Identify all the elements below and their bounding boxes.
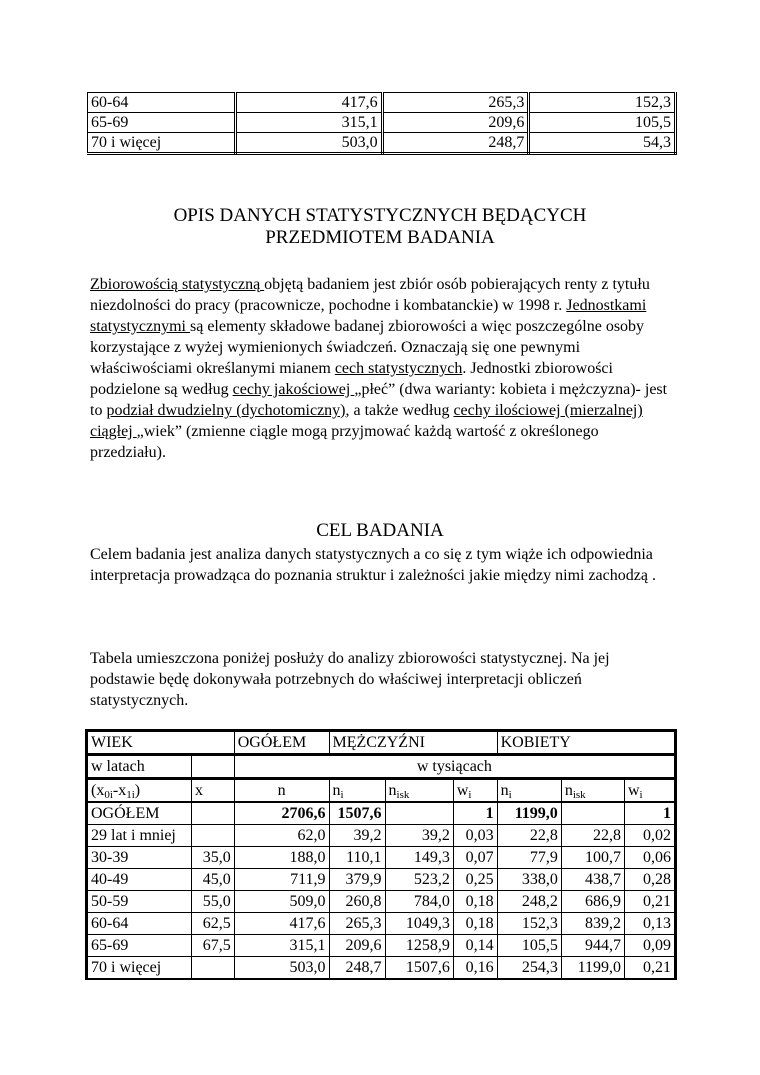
table-row bbox=[87, 825, 676, 847]
cell-age: 50-59 bbox=[87, 891, 192, 913]
header-empty bbox=[191, 755, 234, 779]
interval-mid: -x bbox=[112, 781, 127, 799]
header-women-nisk bbox=[561, 779, 624, 803]
header-women-ni bbox=[497, 779, 561, 803]
cell-k-ni: 105,5 bbox=[497, 935, 561, 957]
cell-age: 65-69 bbox=[87, 935, 192, 957]
top-cell-age: 65-69 bbox=[88, 113, 236, 133]
cell-m-nisk: 784,0 bbox=[385, 891, 453, 913]
top-cell-total: 315,1 bbox=[236, 113, 383, 133]
top-cell-men: 209,6 bbox=[382, 113, 529, 133]
cell-k-nisk: 839,2 bbox=[561, 913, 624, 935]
nisk-sub: isk bbox=[396, 788, 410, 801]
top-table-body bbox=[88, 93, 676, 154]
interval-close: ) bbox=[134, 781, 141, 799]
nisk-sub: isk bbox=[572, 788, 586, 801]
header-in-years: w latach bbox=[87, 755, 192, 779]
table-row bbox=[87, 869, 676, 891]
text-run: „wiek” (zmienne ciągle mogą przyjmować każdą wartość z określonego przedziału). bbox=[90, 423, 599, 461]
header-women-wi bbox=[624, 779, 675, 803]
cell-n: 62,0 bbox=[234, 825, 329, 847]
description-paragraph bbox=[90, 274, 670, 463]
term-quantitative: cechy ilościowej (mierzalnej) ciągłej bbox=[90, 402, 643, 440]
cell-k-wi: 0,13 bbox=[624, 913, 675, 935]
table-row bbox=[87, 957, 676, 980]
cell-m-ni: 379,9 bbox=[329, 869, 385, 891]
cell-k-ni: 1199,0 bbox=[497, 802, 561, 825]
cell-age: OGÓŁEM bbox=[87, 802, 192, 825]
cell-k-ni: 22,8 bbox=[497, 825, 561, 847]
cell-k-nisk: 1199,0 bbox=[561, 957, 624, 980]
header-x: x bbox=[191, 779, 234, 803]
cell-m-wi: 0,16 bbox=[453, 957, 497, 980]
nisk-base: n bbox=[564, 781, 573, 799]
term-features: cech statystycznych bbox=[334, 360, 463, 377]
cell-age: 30-39 bbox=[87, 847, 192, 869]
cell-m-wi: 0,18 bbox=[453, 891, 497, 913]
cell-m-nisk: 149,3 bbox=[385, 847, 453, 869]
wi-sub: i bbox=[468, 788, 472, 801]
cell-n: 2706,6 bbox=[234, 802, 329, 825]
wi-sub: i bbox=[639, 788, 643, 801]
cell-x: 62,5 bbox=[191, 913, 234, 935]
top-cell-age: 70 i więcej bbox=[88, 133, 236, 154]
section-heading-goal: CEL BADANIA bbox=[316, 520, 444, 541]
cell-x: 55,0 bbox=[191, 891, 234, 913]
header-row-1 bbox=[87, 731, 676, 755]
cell-m-nisk bbox=[385, 802, 453, 825]
cell-age: 40-49 bbox=[87, 869, 192, 891]
cell-n: 503,0 bbox=[234, 957, 329, 980]
text-run: są elementy składowe badanej zbiorowości a więc poszczególne osoby korzystające z wyżej wymienionych świadczeń. Oznaczają się one pewnymi właściwościami określanymi mianem bbox=[90, 318, 645, 377]
cell-m-ni: 39,2 bbox=[329, 825, 385, 847]
top-cell-women: 105,5 bbox=[529, 113, 676, 133]
total-row bbox=[87, 802, 676, 825]
cell-n: 711,9 bbox=[234, 869, 329, 891]
term-units: Jednostkami statystycznymi bbox=[90, 297, 647, 335]
ni-sub: i bbox=[340, 788, 344, 801]
cell-k-ni: 77,9 bbox=[497, 847, 561, 869]
cell-k-wi: 1 bbox=[624, 802, 675, 825]
cell-m-ni: 209,6 bbox=[329, 935, 385, 957]
cell-m-wi: 1 bbox=[453, 802, 497, 825]
cell-k-nisk: 686,9 bbox=[561, 891, 624, 913]
header-total: OGÓŁEM bbox=[234, 731, 329, 755]
header-row-3 bbox=[87, 779, 676, 803]
ni-base: n bbox=[332, 781, 341, 799]
ni-base: n bbox=[500, 781, 509, 799]
cell-m-ni: 265,3 bbox=[329, 913, 385, 935]
cell-x: 35,0 bbox=[191, 847, 234, 869]
cell-n: 417,6 bbox=[234, 913, 329, 935]
cell-m-nisk: 1049,3 bbox=[385, 913, 453, 935]
heading-line-2: PRZEDMIOTEM BADANIA bbox=[265, 227, 495, 248]
text-run: „płeć” (dwa warianty: kobieta i mężczyzna)- jest to bbox=[90, 381, 668, 419]
cell-k-nisk: 944,7 bbox=[561, 935, 624, 957]
top-table-row bbox=[88, 133, 676, 154]
header-row-2 bbox=[87, 755, 676, 779]
cell-x bbox=[191, 802, 234, 825]
cell-m-nisk: 1507,6 bbox=[385, 957, 453, 980]
cell-k-ni: 248,2 bbox=[497, 891, 561, 913]
top-cell-total: 503,0 bbox=[236, 133, 383, 154]
top-table-row bbox=[88, 93, 676, 113]
cell-x: 45,0 bbox=[191, 869, 234, 891]
header-n: n bbox=[234, 779, 329, 803]
cell-m-wi: 0,07 bbox=[453, 847, 497, 869]
cell-x: 67,5 bbox=[191, 935, 234, 957]
cell-k-nisk bbox=[561, 802, 624, 825]
header-men-wi bbox=[453, 779, 497, 803]
cell-m-wi: 0,18 bbox=[453, 913, 497, 935]
cell-m-wi: 0,25 bbox=[453, 869, 497, 891]
section-heading-description bbox=[0, 205, 760, 249]
wi-base: w bbox=[627, 781, 640, 799]
cell-k-nisk: 438,7 bbox=[561, 869, 624, 891]
cell-m-ni: 1507,6 bbox=[329, 802, 385, 825]
interval-sub-0: 0i bbox=[104, 788, 113, 801]
cell-k-ni: 254,3 bbox=[497, 957, 561, 980]
cell-k-wi: 0,21 bbox=[624, 891, 675, 913]
cell-age: 60-64 bbox=[87, 913, 192, 935]
cell-m-nisk: 39,2 bbox=[385, 825, 453, 847]
text-run: , a także według bbox=[345, 402, 454, 419]
top-cell-men: 248,7 bbox=[382, 133, 529, 154]
heading-line-1: OPIS DANYCH STATYSTYCZNYCH BĘDĄCYCH bbox=[173, 205, 587, 226]
table-row bbox=[87, 891, 676, 913]
top-cell-men: 265,3 bbox=[382, 93, 529, 113]
cell-m-wi: 0,03 bbox=[453, 825, 497, 847]
cell-n: 315,1 bbox=[234, 935, 329, 957]
cell-k-ni: 338,0 bbox=[497, 869, 561, 891]
table-row bbox=[87, 913, 676, 935]
wi-base: w bbox=[456, 781, 469, 799]
interval-open: (x bbox=[91, 781, 105, 799]
cell-x bbox=[191, 825, 234, 847]
top-cell-age: 60-64 bbox=[88, 93, 236, 113]
table-intro-paragraph: Tabela umieszczona poniżej posłuży do analizy zbiorowości statystycznej. Na jej podstawie będę dokonywała potrzebnych do właściwej interpretacji obliczeń statystycznych. bbox=[90, 650, 610, 709]
term-dichotomous: podział dwudzielny (dychotomiczny) bbox=[106, 402, 346, 419]
header-women: KOBIETY bbox=[497, 731, 675, 755]
term-population: Zbiorowością statystyczną bbox=[90, 276, 265, 293]
header-men: MĘŻCZYŹNI bbox=[329, 731, 497, 755]
cell-m-nisk: 1258,9 bbox=[385, 935, 453, 957]
cell-k-wi: 0,28 bbox=[624, 869, 675, 891]
cell-m-nisk: 523,2 bbox=[385, 869, 453, 891]
cell-k-wi: 0,21 bbox=[624, 957, 675, 980]
header-interval bbox=[87, 779, 192, 803]
table-row bbox=[87, 935, 676, 957]
nisk-base: n bbox=[388, 781, 397, 799]
table-row bbox=[87, 847, 676, 869]
ni-sub: i bbox=[508, 788, 512, 801]
top-cell-total: 417,6 bbox=[236, 93, 383, 113]
cell-m-ni: 110,1 bbox=[329, 847, 385, 869]
cell-n: 509,0 bbox=[234, 891, 329, 913]
top-table-row bbox=[88, 113, 676, 133]
header-in-thousands: w tysiącach bbox=[234, 755, 675, 779]
main-table-body bbox=[87, 802, 676, 979]
cell-k-wi: 0,02 bbox=[624, 825, 675, 847]
text-run: objętą badaniem jest zbiór osób pobierających renty z tytułu niezdolności do pracy (pracownicze, pochodne i kombatanckie) w 1998 r. bbox=[90, 276, 650, 314]
cell-age: 70 i więcej bbox=[87, 957, 192, 980]
cell-n: 188,0 bbox=[234, 847, 329, 869]
top-cell-women: 152,3 bbox=[529, 93, 676, 113]
main-table bbox=[85, 729, 677, 980]
cell-x bbox=[191, 957, 234, 980]
top-cell-women: 54,3 bbox=[529, 133, 676, 154]
header-men-ni bbox=[329, 779, 385, 803]
cell-k-nisk: 100,7 bbox=[561, 847, 624, 869]
text-run: . Jednostki zbiorowości podzielone są według bbox=[90, 360, 613, 398]
header-age: WIEK bbox=[87, 731, 235, 755]
cell-m-ni: 248,7 bbox=[329, 957, 385, 980]
cell-m-wi: 0,14 bbox=[453, 935, 497, 957]
cell-k-wi: 0,09 bbox=[624, 935, 675, 957]
top-table bbox=[87, 92, 677, 155]
cell-k-nisk: 22,8 bbox=[561, 825, 624, 847]
cell-age: 29 lat i mniej bbox=[87, 825, 192, 847]
header-men-nisk bbox=[385, 779, 453, 803]
term-qualitative: cechy jakościowej bbox=[232, 381, 355, 398]
goal-paragraph: Celem badania jest analiza danych statystycznych a co się z tym wiąże ich odpowiednia interpretacja prowadząca do poznania struktur i zależności jakie między nimi zachodzą . bbox=[90, 546, 656, 584]
cell-k-ni: 152,3 bbox=[497, 913, 561, 935]
interval-sub-1: 1i bbox=[126, 788, 135, 801]
cell-m-ni: 260,8 bbox=[329, 891, 385, 913]
cell-k-wi: 0,06 bbox=[624, 847, 675, 869]
